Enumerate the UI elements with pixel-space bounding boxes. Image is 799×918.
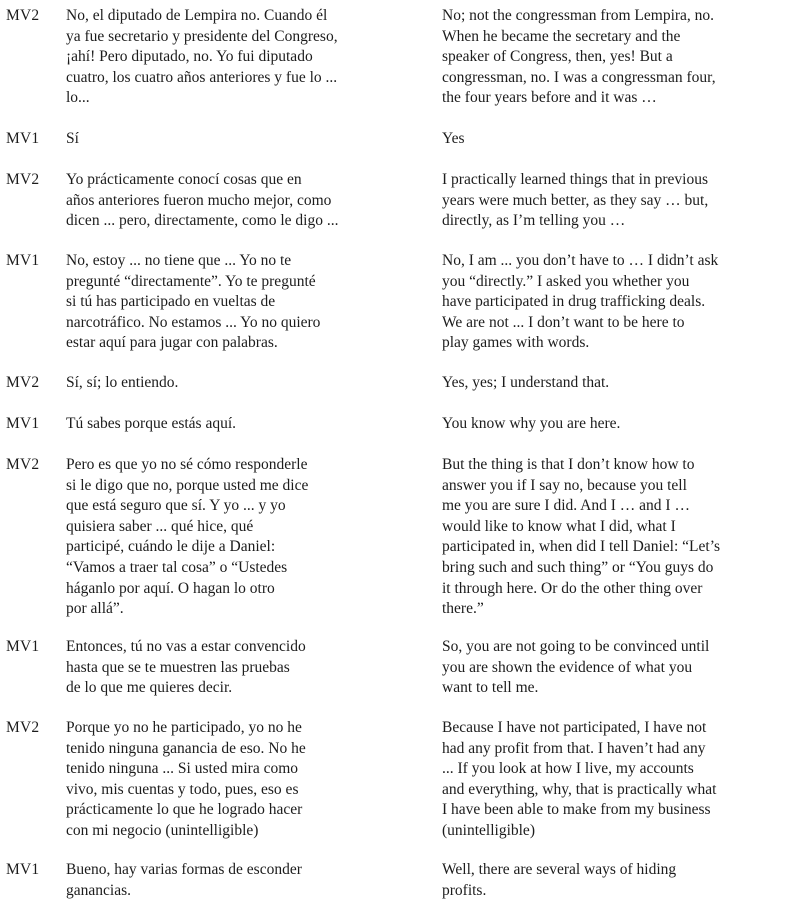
english-text: But the thing is that I don’t know how to answer you if I say no, because you tell me you are sure I did. And I … and I … would like to know what I did, what I participated in, when did I tell Daniel: “Let’s bring such and such thing” or “You guys do it through here. Or do the other thing over there.” xyxy=(442,456,721,618)
english-text: You know why you are here. xyxy=(442,415,621,432)
transcript-row xyxy=(6,860,762,901)
english-text: So, you are not going to be convinced until you are shown the evidence of what you want to tell me. xyxy=(442,638,710,697)
transcript-row xyxy=(6,6,762,109)
speaker-label: MV2 xyxy=(6,171,40,188)
speaker-label: MV1 xyxy=(6,861,40,878)
transcript-row xyxy=(6,170,762,232)
transcript-row xyxy=(6,718,762,842)
english-text: Because I have not participated, I have not had any profit from that. I haven’t had any ... If you look at how I live, my accounts and everything, why, that is practically what I have been able to make from my business (unintelligible) xyxy=(442,719,717,839)
english-text: Yes, yes; I understand that. xyxy=(442,374,610,391)
english-text: No, I am ... you don’t have to … I didn’t ask you “directly.” I asked you whether you have participated in drug trafficking deals. We are not ... I don’t want to be here to play games with words. xyxy=(442,252,719,352)
spanish-text: Entonces, tú no vas a estar convencido hasta que se te muestren las pruebas de lo que me quieres decir. xyxy=(66,638,306,697)
spanish-text: No, el diputado de Lempira no. Cuando él ya fue secretario y presidente del Congreso, ¡ahí! Pero diputado, no. Yo fui diputado cuatro, los cuatro años anteriores y fue lo ... lo... xyxy=(66,7,338,107)
spanish-text: Pero es que yo no sé cómo responderle si le digo que no, porque usted me dice que está seguro que sí. Y yo ... y yo quisiera saber ... qué hice, qué participé, cuándo le dije a Daniel: “Vamos a traer tal cosa” o “Ustedes háganlo por aquí. O hagan lo otro por allá”. xyxy=(66,456,309,618)
transcript-row xyxy=(6,455,762,620)
spanish-text: Porque yo no he participado, yo no he tenido ninguna ganancia de eso. No he tenido ninguna ... Si usted mira como vivo, mis cuentas y todo, pues, eso es prácticamente lo que he logrado hacer con mi negocio (unintelligible) xyxy=(66,719,306,839)
speaker-label: MV2 xyxy=(6,719,40,736)
speaker-label: MV1 xyxy=(6,638,40,655)
spanish-text: Bueno, hay varias formas de esconder ganancias. xyxy=(66,861,302,899)
speaker-label: MV2 xyxy=(6,374,40,391)
english-text: No; not the congressman from Lempira, no. When he became the secretary and the speaker of Congress, then, yes! But a congressman, no. I was a congressman four, the four years before and it was … xyxy=(442,7,716,107)
speaker-label: MV2 xyxy=(6,7,40,24)
english-text: Well, there are several ways of hiding profits. xyxy=(442,861,677,899)
transcript-row xyxy=(6,637,762,699)
spanish-text: Tú sabes porque estás aquí. xyxy=(66,415,237,432)
spanish-text: Sí xyxy=(66,130,79,147)
english-text: Yes xyxy=(442,130,465,147)
english-text: I practically learned things that in previous years were much better, as they say … but, directly, as I’m telling you … xyxy=(442,171,709,230)
transcript-row xyxy=(6,251,762,354)
speaker-label: MV1 xyxy=(6,415,40,432)
transcript-row xyxy=(6,129,762,150)
spanish-text: Yo prácticamente conocí cosas que en años anteriores fueron mucho mejor, como dicen ... pero, directamente, como le digo ... xyxy=(66,171,339,230)
transcript-row xyxy=(6,373,762,394)
speaker-label: MV1 xyxy=(6,130,40,147)
speaker-label: MV2 xyxy=(6,456,40,473)
spanish-text: Sí, sí; lo entiendo. xyxy=(66,374,179,391)
speaker-label: MV1 xyxy=(6,252,40,269)
spanish-text: No, estoy ... no tiene que ... Yo no te pregunté “directamente”. Yo te pregunté si tú has participado en vueltas de narcotráfico. No estamos ... Yo no quiero estar aquí para jugar con palabras. xyxy=(66,252,321,352)
transcript-row xyxy=(6,414,762,435)
